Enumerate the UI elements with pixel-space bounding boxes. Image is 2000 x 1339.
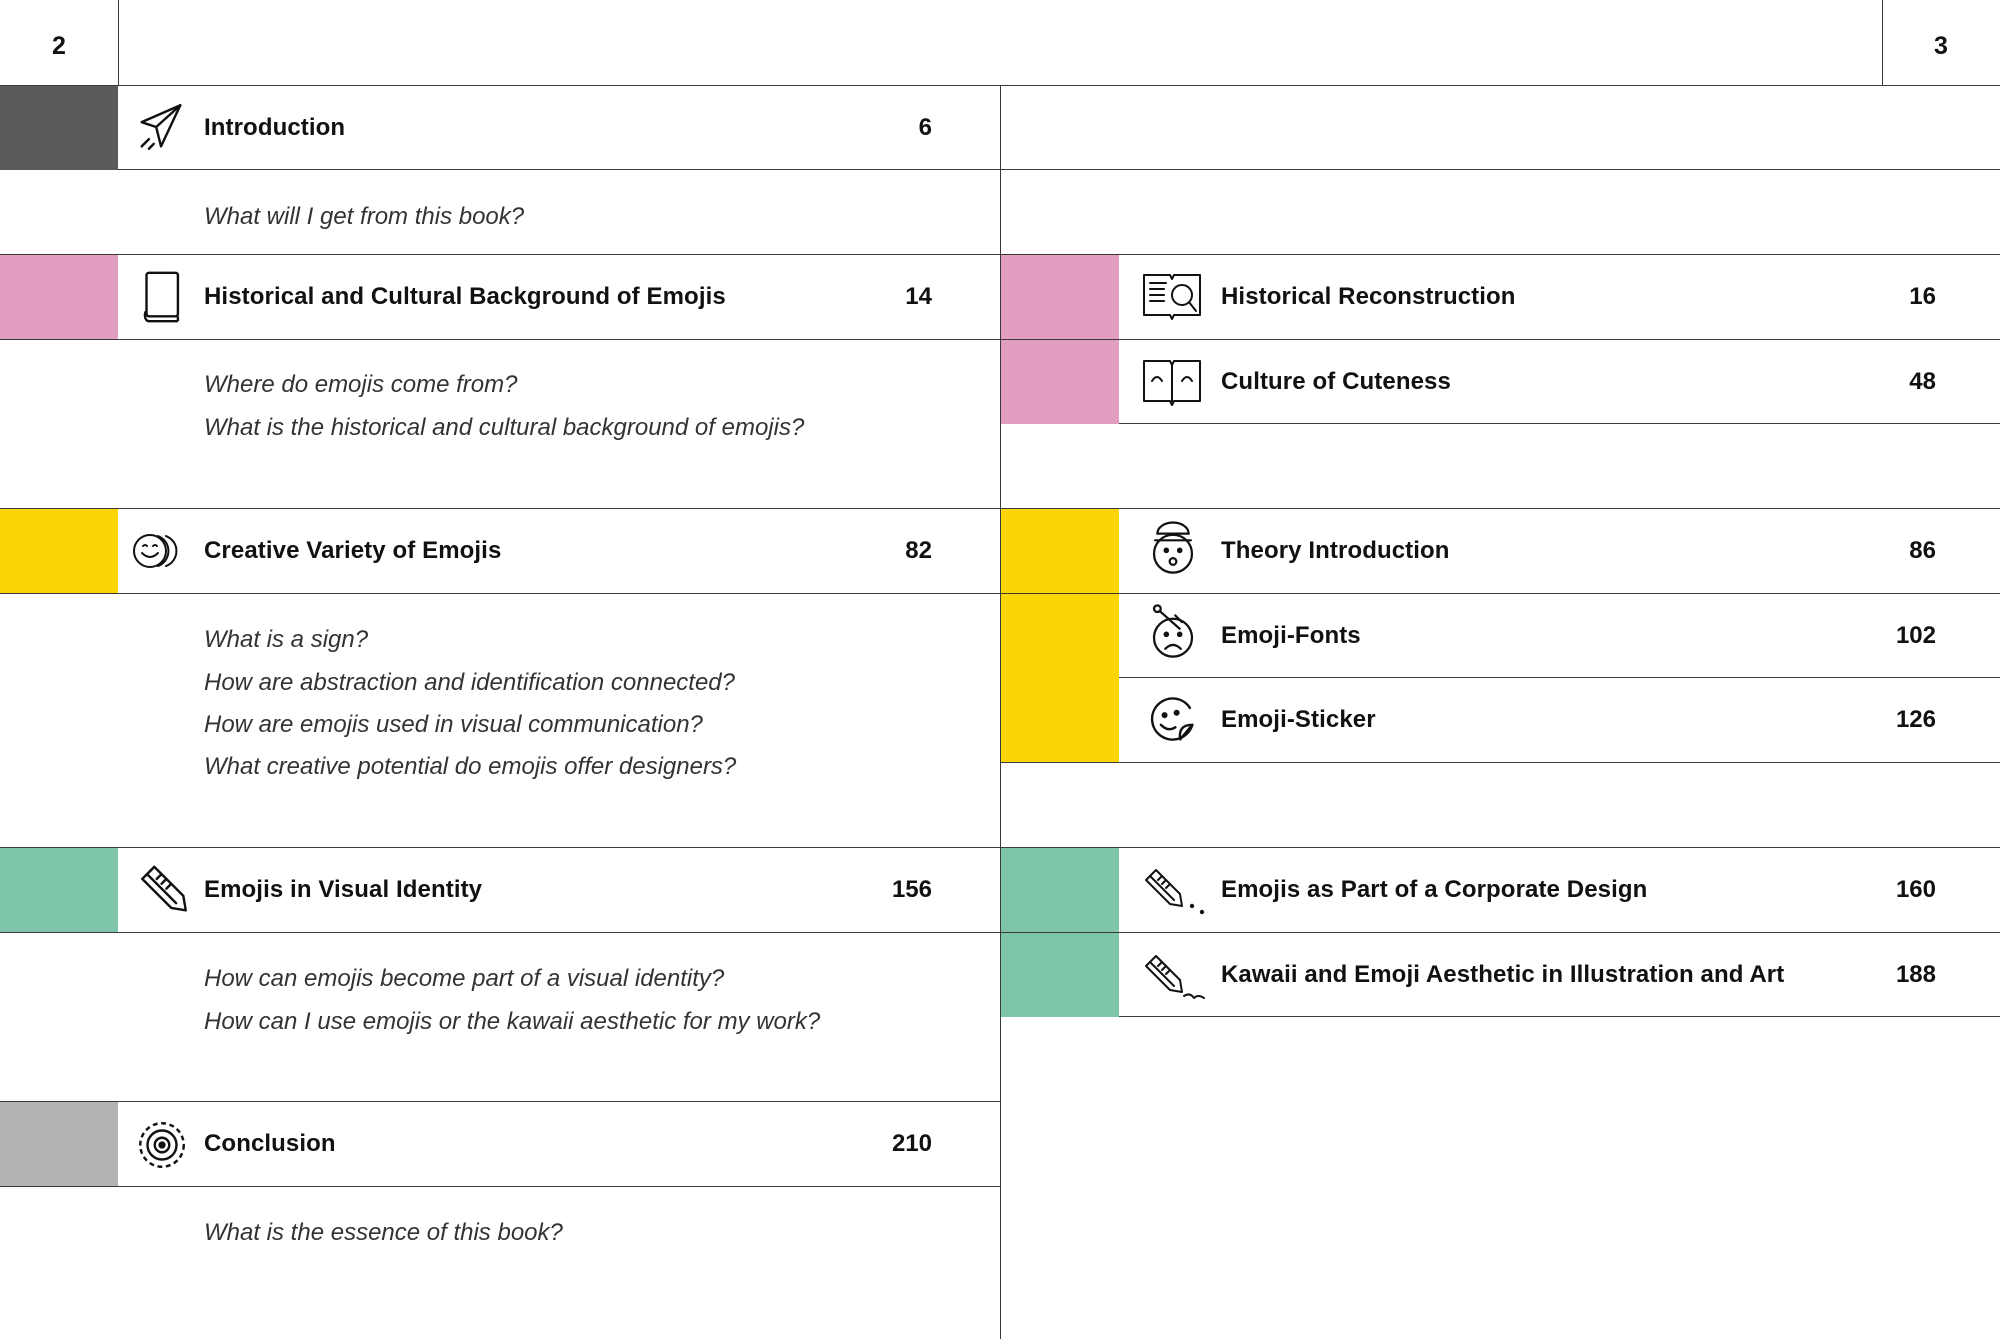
page-number-right: 3 <box>1934 31 1948 60</box>
page-number-left: 2 <box>52 31 66 60</box>
pencil-dots-icon <box>1142 866 1208 918</box>
stacked-smileys-icon <box>130 522 194 580</box>
color-swatch-teal <box>1001 933 1119 1017</box>
entry-question: How can emojis become part of a visual identity? <box>204 965 725 992</box>
entry-page-number: 16 <box>1909 283 1936 310</box>
entry-page-number: 188 <box>1895 961 1936 988</box>
entry-title: Historical and Cultural Background of Emojis <box>204 283 726 310</box>
sad-face-wire-icon <box>1144 602 1202 660</box>
rule <box>0 1186 1000 1187</box>
entry-question: What will I get from this book? <box>204 203 525 230</box>
entry-page-number: 6 <box>918 114 932 141</box>
entry-page-number: 14 <box>905 283 932 310</box>
entry-question: Where do emojis come from? <box>204 371 518 398</box>
entry-title: Emoji-Sticker <box>1221 706 1376 733</box>
rule <box>0 593 2000 594</box>
rule <box>0 1101 1000 1102</box>
rule <box>1000 677 2000 678</box>
entry-question: What is a sign? <box>204 626 369 653</box>
entry-question: How are emojis used in visual communication? <box>204 711 703 738</box>
color-swatch-dark <box>0 86 118 170</box>
entry-page-number: 86 <box>1909 537 1936 564</box>
header-divider-left <box>118 0 119 85</box>
entry-page-number: 160 <box>1895 876 1936 903</box>
magnifier-book-icon <box>1140 266 1204 328</box>
color-swatch-yellow <box>0 509 118 593</box>
entry-question: What creative potential do emojis offer designers? <box>204 753 737 780</box>
rule <box>1000 762 2000 763</box>
entry-page-number: 156 <box>891 876 932 903</box>
pencil-icon <box>135 862 193 920</box>
color-swatch-teal <box>1001 848 1119 932</box>
surprised-face-icon <box>1144 518 1202 576</box>
book-icon <box>132 268 190 326</box>
entry-page-number: 82 <box>905 537 932 564</box>
entry-title: Conclusion <box>204 1130 336 1157</box>
entry-title: Introduction <box>204 114 346 141</box>
color-swatch-yellow <box>1001 509 1119 593</box>
entry-question: What is the historical and cultural background of emojis? <box>204 414 805 441</box>
entry-title: Historical Reconstruction <box>1221 283 1516 310</box>
pencil-drawing-icon <box>1142 952 1208 1004</box>
entry-title: Emojis in Visual Identity <box>204 876 483 903</box>
sticker-face-icon <box>1144 691 1202 749</box>
color-swatch-pink <box>1001 340 1119 424</box>
entry-title: Theory Introduction <box>1221 537 1450 564</box>
entry-title: Kawaii and Emoji Aesthetic in Illustration and Art <box>1221 961 1785 988</box>
rule <box>1000 423 2000 424</box>
entry-title: Emoji-Fonts <box>1221 622 1361 649</box>
entry-question: How are abstraction and identification connected? <box>204 669 735 696</box>
color-swatch-pink <box>0 255 118 339</box>
entry-title: Creative Variety of Emojis <box>204 537 502 564</box>
entry-page-number: 126 <box>1895 706 1936 733</box>
color-swatch-pink <box>1001 255 1119 339</box>
color-swatch-yellow <box>1001 594 1119 678</box>
color-swatch-gray <box>0 1102 118 1186</box>
open-book-face-icon <box>1140 352 1204 414</box>
color-swatch-yellow <box>1001 678 1119 762</box>
paper-plane-icon <box>132 98 190 156</box>
entry-page-number: 210 <box>891 1130 932 1157</box>
entry-page-number: 102 <box>1895 622 1936 649</box>
entry-question: How can I use emojis or the kawaii aesthetic for my work? <box>204 1008 821 1035</box>
entry-title: Emojis as Part of a Corporate Design <box>1221 876 1648 903</box>
target-icon <box>133 1116 191 1174</box>
rule <box>0 339 2000 340</box>
entry-title: Culture of Cuteness <box>1221 368 1451 395</box>
header-divider-right <box>1882 0 1883 85</box>
entry-page-number: 48 <box>1909 368 1936 395</box>
color-swatch-teal <box>0 848 118 932</box>
entry-question: What is the essence of this book? <box>204 1219 563 1246</box>
